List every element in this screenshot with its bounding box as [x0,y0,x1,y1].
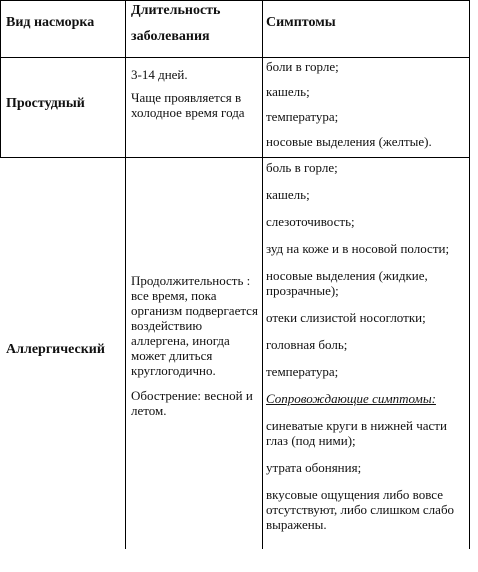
duration-line-2: Обострение: весной и летом. [131,388,253,418]
row-name-cold: Простудный [6,96,85,111]
accompanying-symptoms-heading: Сопровождающие симптомы: [266,391,436,406]
duration-line-1: 3-14 дней. [131,67,188,82]
symptom-item: утрата обоняния; [266,460,362,475]
symptom-item: температура; [266,109,339,124]
column-divider-1 [125,0,126,549]
row-duration-cold [131,67,259,120]
symptom-item: носовые выделения (желтые). [266,134,432,149]
symptom-item: отеки слизистой носоглотки; [266,310,426,325]
header-symptoms: Симптомы [266,15,336,30]
header-type: Вид насморка [6,15,95,30]
symptom-item: зуд на коже и в носовой полости; [266,241,450,256]
header-duration: Длительность заболевания [131,3,221,44]
row-symptoms-cold [266,59,466,149]
row-duration-allergic [131,273,259,418]
symptom-item: головная боль; [266,337,348,352]
column-divider-2 [262,0,263,549]
symptom-item: слезоточивость; [266,214,355,229]
symptom-item: вкусовые ощущения либо вовсе отсутствуют, либо слишком слабо выражены. [266,487,455,532]
duration-line-1: Продолжительность : все время, пока организм подвергается воздействию аллергена, иногда может длиться круглогодично. [131,273,258,378]
symptom-item: температура; [266,364,339,379]
row-divider [0,157,470,158]
duration-line-2: Чаще проявляется в холодное время года [131,90,245,120]
table-border-right [469,0,470,549]
symptom-item: носовые выделения (жидкие, прозрачные); [266,268,428,298]
symptom-item: боли в горле; [266,59,339,74]
row-name-allergic: Аллергический [6,342,105,357]
row-symptoms-allergic [266,160,466,532]
symptom-item: боль в горле; [266,160,338,175]
symptom-item: кашель; [266,84,310,99]
table-border-left [0,0,1,157]
symptom-item: кашель; [266,187,310,202]
symptom-item: синеватые круги в нижней части глаз (под ними); [266,418,447,448]
header-divider [0,57,470,58]
